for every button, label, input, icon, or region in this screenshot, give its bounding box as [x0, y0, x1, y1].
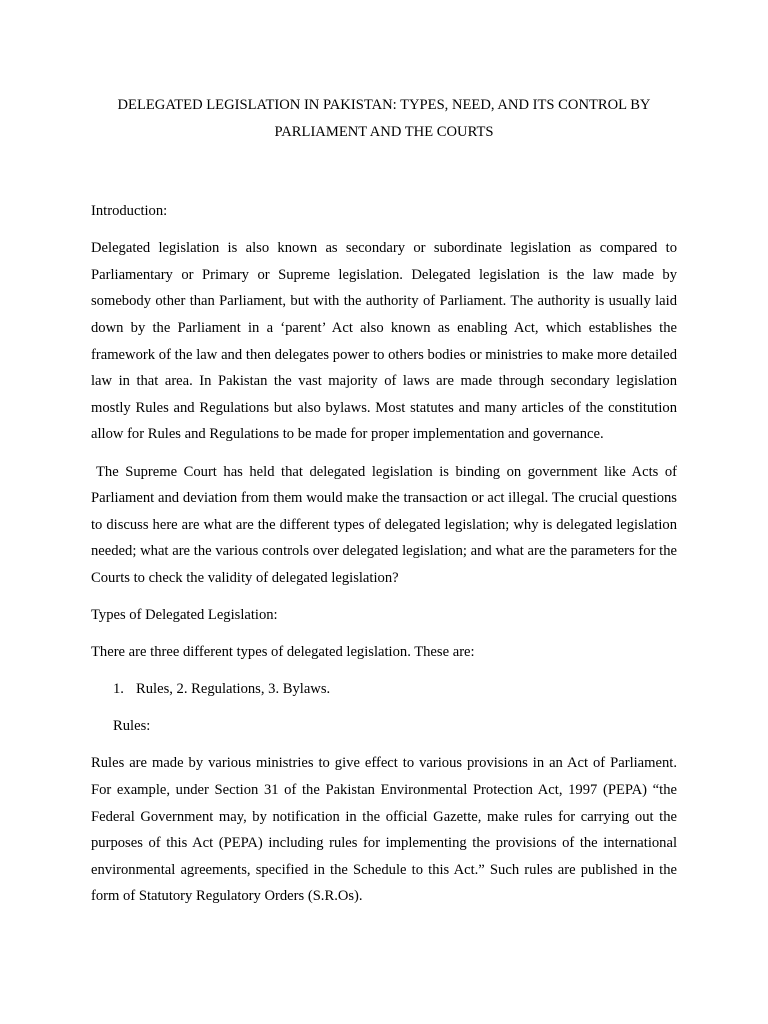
types-list [91, 676, 677, 703]
list-item-number: 1. [113, 681, 124, 698]
introduction-paragraph-1: Delegated legislation is also known as secondary or subordinate legislation as compared to Parliamentary or Primary or Supreme legislation. Delegated legislation is the law made by somebody other than Parliament, but with the authority of Parliament. The authority is usually laid down by the Parliament in a ‘parent’ Act also known as enabling Act, which establishes the framework of the law and then delegates power to others bodies or ministries to make more detailed law in that area. In Pakistan the vast majority of laws are made through secondary legislation mostly Rules and Regulations but also bylaws. Most statutes and many articles of the constitution allow for Rules and Regulations to be made for proper implementation and governance. [91, 240, 677, 443]
title-line-2: PARLIAMENT AND THE COURTS [274, 123, 494, 140]
rules-heading: Rules: [113, 718, 151, 735]
list-item [113, 676, 677, 703]
introduction-paragraph-2: The Supreme Court has held that delegated legislation is binding on government like Acts of Parliament and deviation from them would make the transaction or act illegal. The crucial questions to discuss here are what are the different types of delegated legislation; why is delegated legislation needed; what are the various controls over delegated legislation; and what are the parameters for the Courts to check the validity of delegated legislation? [91, 463, 677, 586]
types-intro-text: There are three different types of delegated legislation. These are: [91, 644, 475, 661]
rules-paragraph: Rules are made by various ministries to give effect to various provisions in an Act of Parliament. For example, under Section 31 of the Pakistan Environmental Protection Act, 1997 (PEPA) “the Federal Government may, by notification in the official Gazette, make rules for carrying out the purposes of this Act (PEPA) including rules for implementing the provisions of the international environmental agreements, specified in the Schedule to this Act.” Such rules are published in the form of Statutory Regulatory Orders (S.R.Os). [91, 755, 677, 905]
types-heading: Types of Delegated Legislation: [91, 607, 278, 623]
title-line-1: DELEGATED LEGISLATION IN PAKISTAN: TYPES, NEED, AND ITS CONTROL BY [117, 97, 651, 113]
document-title [91, 92, 677, 145]
introduction-heading: Introduction: [91, 203, 168, 220]
list-item-text: Rules, 2. Regulations, 3. Bylaws. [136, 681, 331, 698]
